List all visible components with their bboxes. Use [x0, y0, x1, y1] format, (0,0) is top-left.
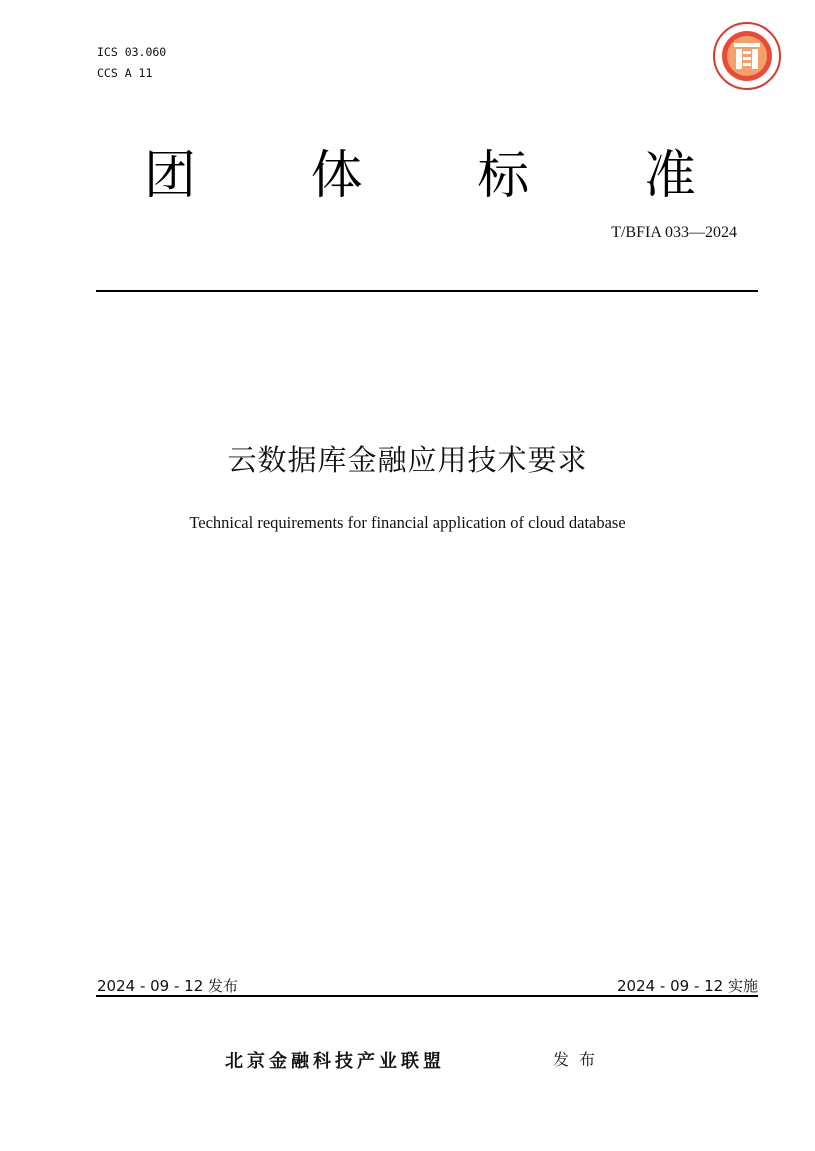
standard-category-heading	[120, 140, 720, 212]
english-title: Technical requirements for financial application of cloud database	[189, 513, 626, 532]
release-date: 2024 - 09 - 12 发布	[97, 977, 239, 995]
ccs-code: CCS A 11	[97, 66, 153, 80]
publisher-name: 北京金融科技产业联盟	[225, 1051, 445, 1072]
classification-codes	[97, 42, 166, 84]
category-char-3: 标	[477, 146, 530, 206]
category-char-4: 准	[643, 146, 696, 206]
category-char-1: 团	[143, 146, 196, 206]
bottom-divider	[96, 995, 758, 997]
chinese-title: 云数据库金融应用技术要求	[227, 443, 588, 477]
standard-number: T/BFIA 033—2024	[611, 224, 737, 241]
category-char-2: 体	[310, 146, 363, 206]
top-divider	[96, 290, 758, 292]
publish-label: 发布	[553, 1050, 606, 1069]
ics-code: ICS 03.060	[97, 45, 167, 59]
alliance-seal-icon	[712, 21, 782, 91]
effective-date: 2024 - 09 - 12 实施	[616, 977, 758, 995]
